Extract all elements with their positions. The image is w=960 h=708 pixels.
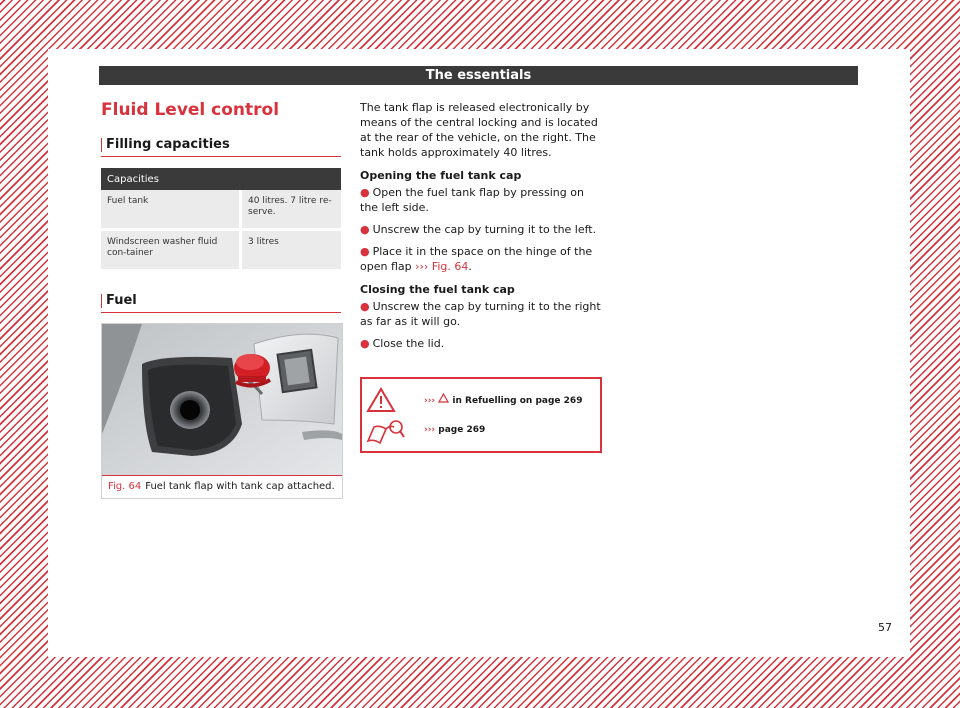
section-heading-text: Filling capacities <box>106 137 230 152</box>
bullet-icon: ● <box>360 186 370 199</box>
small-warning-icon <box>438 396 449 406</box>
table-cell-label: Fuel tank <box>101 190 241 230</box>
heading-rule <box>101 294 102 308</box>
figure-caption <box>102 475 342 498</box>
figure-number: Fig. 64 <box>108 481 142 492</box>
list-item <box>360 185 605 215</box>
warning-triangle-icon <box>366 387 396 416</box>
heading-rule <box>101 138 102 152</box>
page <box>48 49 910 657</box>
section-heading-text: Fuel <box>106 293 137 308</box>
body-text <box>360 100 605 358</box>
list-item <box>360 222 605 237</box>
page-number: 57 <box>878 621 892 634</box>
list-item-text: Place it in the space on the hinge of the open flap <box>360 245 593 273</box>
bullet-icon: ● <box>360 223 370 236</box>
list-item <box>360 299 605 329</box>
chevron-right-icon: ››› <box>424 425 436 435</box>
table-cell-label: Windscreen washer fluid con-tainer <box>101 230 241 271</box>
bullet-icon: ● <box>360 245 370 258</box>
opening-heading: Opening the fuel tank cap <box>360 169 522 182</box>
bullet-icon: ● <box>360 300 370 313</box>
warning-reference-text: in Refuelling on page 269 <box>452 396 583 406</box>
list-item: ● Place it in the space on the hinge of the open flap ››› Fig. 64. <box>360 245 593 273</box>
closing-heading: Closing the fuel tank cap <box>360 283 515 296</box>
reference-box <box>360 377 602 453</box>
book-magnifier-icon <box>366 419 406 448</box>
chevron-right-icon: ››› <box>424 396 436 406</box>
list-item-text: Unscrew the cap by turning it to the left. <box>372 223 597 236</box>
list-item-text: Open the fuel tank flap by pressing on the left side. <box>360 186 584 214</box>
table-row <box>101 190 341 230</box>
section-heading-filling <box>101 137 341 157</box>
fuel-flap-figure <box>101 323 343 499</box>
capacities-table <box>101 168 341 272</box>
figure-caption-text: Fuel tank flap with tank cap attached. <box>145 481 335 492</box>
section-heading-fuel <box>101 293 341 313</box>
table-row <box>101 230 341 271</box>
chevron-right-icon: ››› <box>415 260 429 273</box>
intro-paragraph: The tank flap is released electronically by means of the central locking and is located at the rear of the vehicle, on the right. The tank holds approximately 40 litres. <box>360 101 598 159</box>
figure-reference-text: Fig. 64 <box>431 260 469 273</box>
page-reference-text: page 269 <box>438 425 486 435</box>
list-item-text: Unscrew the cap by turning it to the right as far as it will go. <box>360 300 601 328</box>
fuel-flap-illustration <box>102 324 342 475</box>
table-cell-value: 3 litres <box>241 230 342 271</box>
bullet-icon: ● <box>360 337 370 350</box>
header-bar: The essentials <box>99 66 858 85</box>
list-item-text: Close the lid. <box>372 337 445 350</box>
page-title: Fluid Level control <box>101 100 280 120</box>
table-cell-value: 40 litres. 7 litre re-serve. <box>241 190 342 230</box>
list-item <box>360 336 605 351</box>
table-header: Capacities <box>101 168 341 190</box>
figure-reference-link[interactable] <box>415 260 468 273</box>
